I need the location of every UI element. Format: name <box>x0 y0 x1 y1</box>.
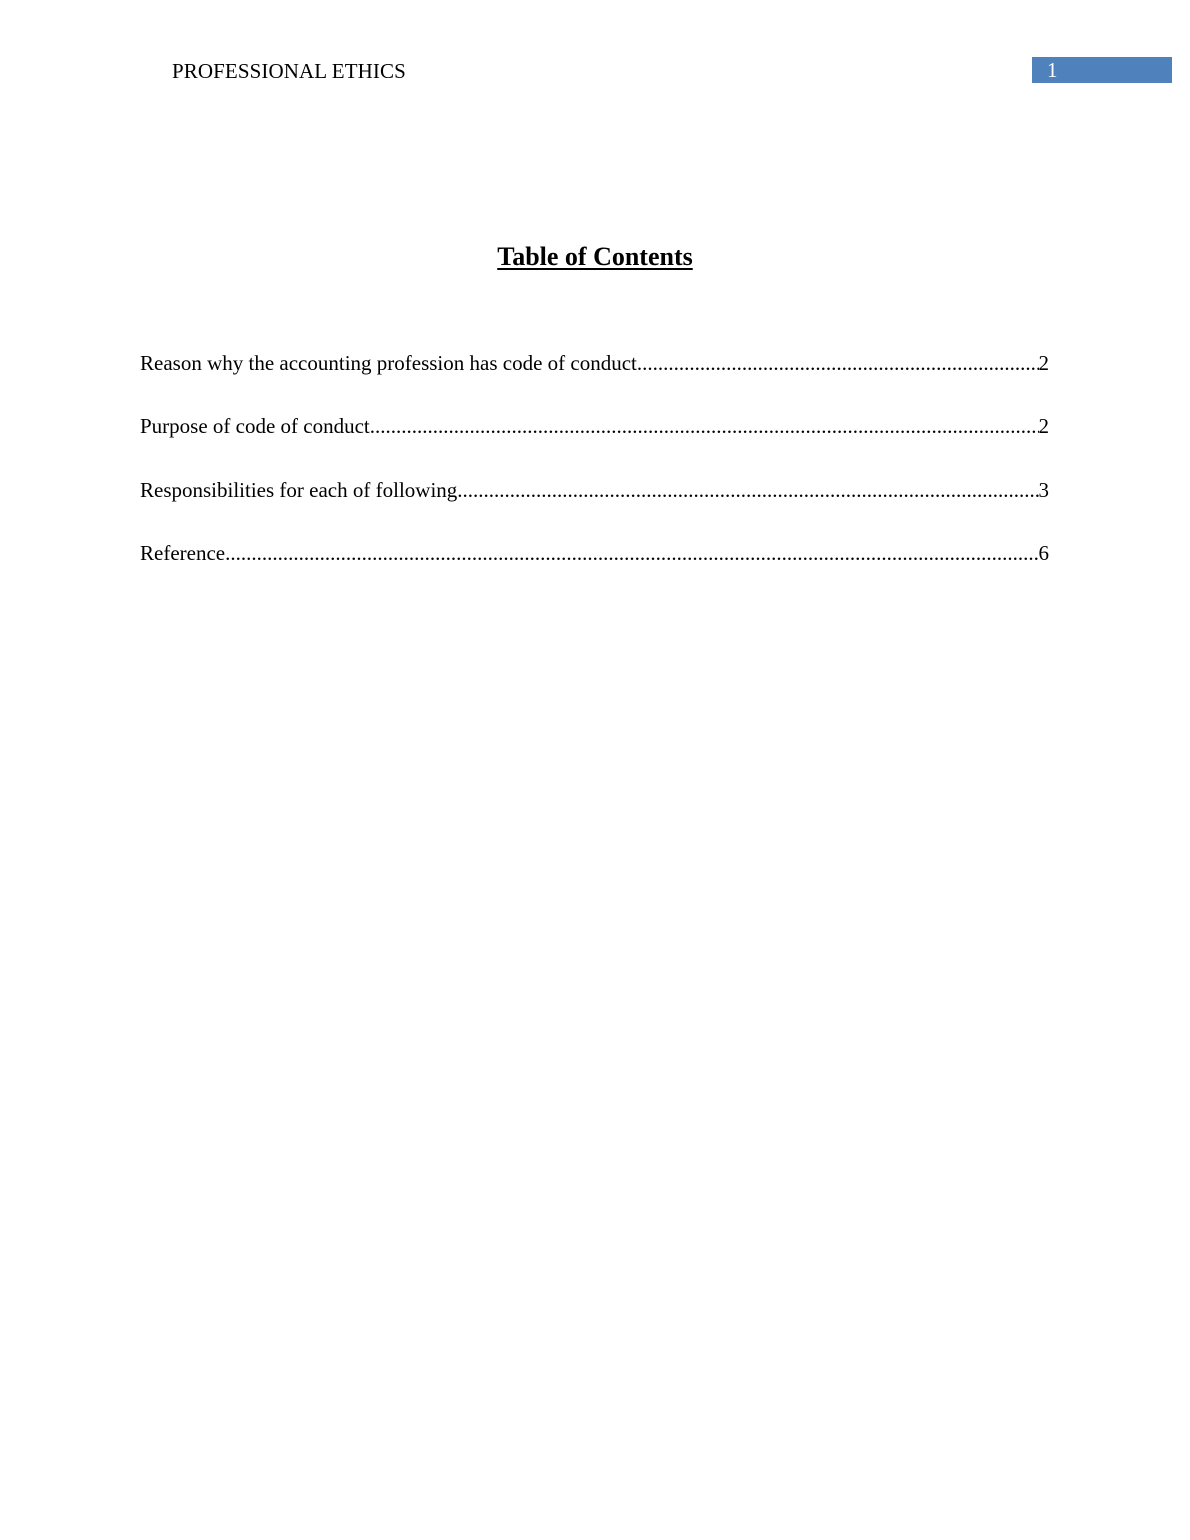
toc-entry[interactable] <box>140 474 1049 537</box>
toc-list <box>140 347 1049 601</box>
toc-heading-text: Table of Contents <box>497 242 693 271</box>
page-number-badge: 1 <box>1032 57 1172 83</box>
toc-dot-leader <box>637 347 1039 379</box>
toc-dot-leader <box>225 537 1038 569</box>
toc-entry[interactable] <box>140 410 1049 473</box>
toc-entry[interactable] <box>140 537 1049 600</box>
toc-entry-page: 2 <box>1038 351 1049 375</box>
toc-entry-label: Reason why the accounting profession has code of conduct <box>140 351 637 375</box>
toc-entry-label: Responsibilities for each of following <box>140 477 458 502</box>
toc-entry-label: Purpose of code of conduct <box>140 414 370 439</box>
toc-dot-leader <box>457 474 1038 506</box>
toc-entry-label: Reference <box>140 541 226 566</box>
toc-entry-page: 2 <box>1038 414 1049 439</box>
toc-entry[interactable] <box>140 347 1049 410</box>
toc-heading <box>0 240 1190 274</box>
toc-entry-page: 3 <box>1038 477 1049 502</box>
toc-entry-page: 6 <box>1038 541 1049 566</box>
running-header: PROFESSIONAL ETHICS <box>172 59 406 83</box>
toc-dot-leader <box>370 410 1039 442</box>
